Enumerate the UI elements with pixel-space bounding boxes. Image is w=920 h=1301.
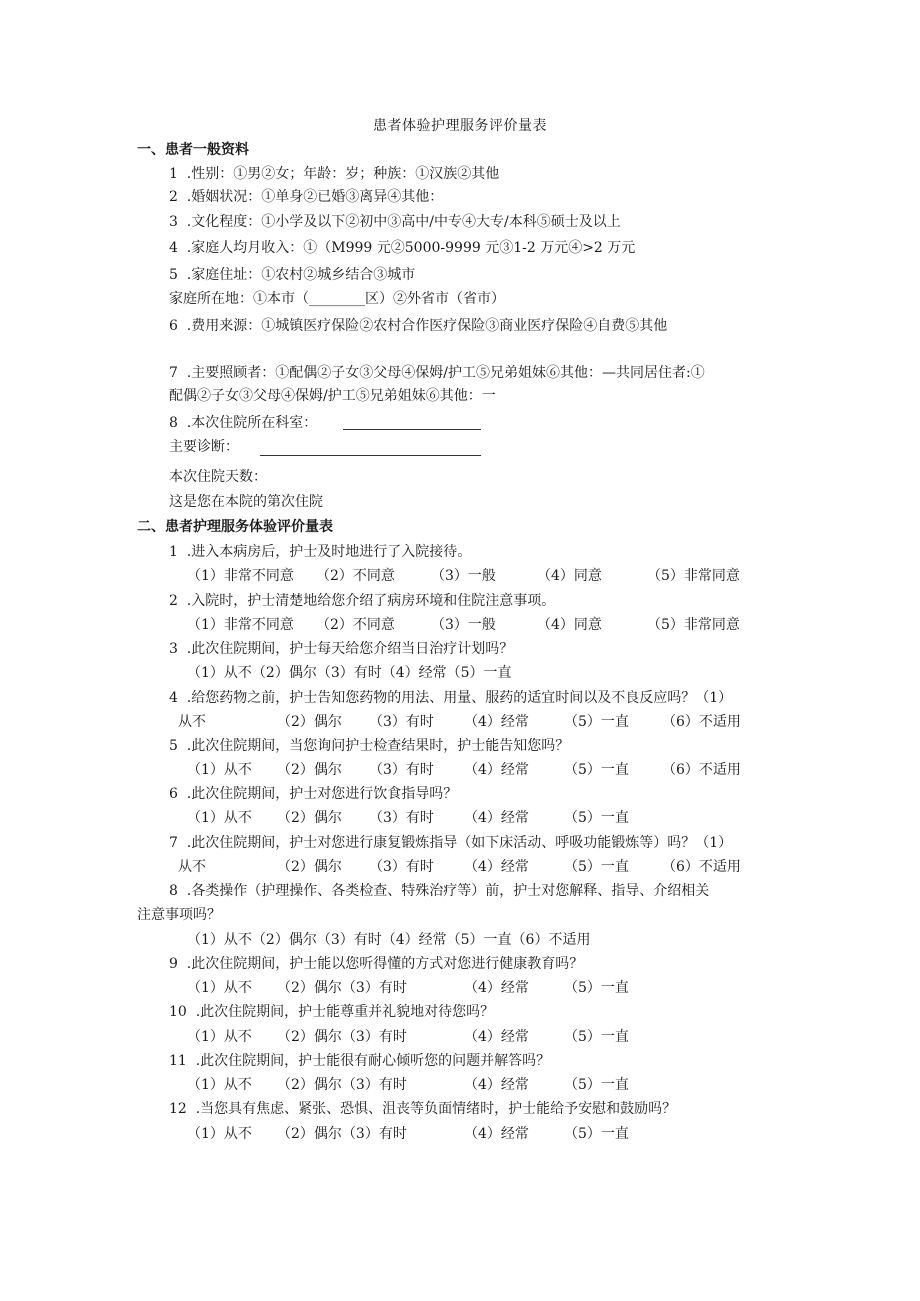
option[interactable]: （4）同意 [537,568,602,584]
option[interactable]: （1）非常不同意 [187,568,294,584]
option[interactable]: （1）从不 [187,1077,252,1093]
option[interactable]: （2）不同意 [316,568,395,584]
option[interactable]: （5）非常同意 [647,617,740,633]
option[interactable]: （5）一直 [564,1029,629,1045]
option[interactable]: （2）偶尔 [277,859,342,875]
question-3: 3 .此次住院期间，护士每天给您介绍当日治疗计划吗？ [169,641,514,657]
option[interactable]: （1）从不 [187,1126,252,1142]
option[interactable]: （1）从不 [187,762,252,778]
question-10: 10 .此次住院期间，护士能尊重并礼貌地对待您吗？ [169,1004,495,1020]
question-1: 1 .进入本病房后，护士及时地进行了入院接待。 [169,544,472,560]
option[interactable]: （1）从不 [187,1029,252,1045]
question-5: 5 .此次住院期间，当您询问护士检查结果时，护士能告知您吗？ [169,738,570,754]
option[interactable]: （3）一般 [431,617,496,633]
question-11: 11 .此次住院期间，护士能很有耐心倾听您的问题并解答吗？ [169,1053,551,1069]
item-diagnosis: 主要诊断： [169,439,239,455]
question-12: 12 .当您具有焦虑、紧张、恐惧、沮丧等负面情绪时，护士能给予安慰和鼓励吗？ [169,1101,677,1117]
question-6: 6 .此次住院期间，护士对您进行饮食指导吗？ [169,786,458,802]
option[interactable]: （2）偶尔（3）有时 [277,980,407,996]
option[interactable]: （1）从不 [187,980,252,996]
item-caregiver: 7 .主要照顾者：①配偶②子女③父母④保姆/护工⑤兄弟姐妹⑥其他：—共同居住者:① [169,365,705,381]
item-income: 4 .家庭人均月收入：①（M999 元②5000-9999 元③1-2 万元④>2 万元 [169,240,636,256]
option[interactable]: （4）经常 [464,1077,529,1093]
option[interactable]: （1）非常不同意 [187,617,294,633]
option[interactable]: （3）有时 [369,810,434,826]
option[interactable]: （2）偶尔（3）有时 [277,1029,407,1045]
option[interactable]: （3）有时 [369,714,434,730]
question-7: 7 .此次住院期间，护士对您进行康复锻炼指导（如下床活动、呼吸功能锻炼等）吗？（1） [169,835,733,851]
option[interactable]: （4）同意 [537,617,602,633]
option[interactable]: （4）经常 [464,762,529,778]
option[interactable]: （5）一直 [564,1126,629,1142]
option[interactable]: （6）不适用 [662,762,741,778]
item-address: 5 .家庭住址：①农村②城乡结合③城市 [169,267,416,283]
option[interactable]: （5）一直 [564,714,629,730]
item-stay-days: 本次住院天数： [169,469,267,485]
option[interactable]: （5）一直 [564,762,629,778]
option[interactable]: （5）非常同意 [647,568,740,584]
option[interactable]: （5）一直 [564,1077,629,1093]
option[interactable]: （6）不适用 [662,714,741,730]
option[interactable]: （5）一直 [564,810,629,826]
option[interactable]: （3）一般 [431,568,496,584]
question-8-cont: 注意事项吗？ [137,907,221,923]
option[interactable]: 从不 [178,714,206,730]
item-residence: 家庭所在地：①本市（________区）②外省市（省市） [169,291,505,307]
item-education: 3 .文化程度：①小学及以下②初中③高中/中专④大专/本科⑤硕士及以上 [169,214,621,230]
option[interactable]: 从不 [178,859,206,875]
option[interactable]: （4）经常 [464,1126,529,1142]
department-blank[interactable] [343,429,481,430]
section-heading-general: 一、患者一般资料 [137,142,249,158]
question-9: 9 .此次住院期间，护士能以您听得懂的方式对您进行健康教育吗？ [169,956,584,972]
option[interactable]: （2）不同意 [316,617,395,633]
diagnosis-blank[interactable] [260,455,481,456]
option[interactable]: （5）一直 [564,980,629,996]
option[interactable]: （4）经常 [464,980,529,996]
option[interactable]: （2）偶尔（3）有时 [277,1077,407,1093]
option[interactable]: （2）偶尔 [277,810,342,826]
option[interactable]: （4）经常 [464,859,529,875]
option[interactable]: （2）偶尔 [277,762,342,778]
option[interactable]: （6）不适用 [662,859,741,875]
option[interactable]: （2）偶尔 [277,714,342,730]
option[interactable]: （4）经常 [464,810,529,826]
option[interactable]: （1）从不 [187,810,252,826]
options-q3[interactable]: （1）从不（2）偶尔（3）有时（4）经常（5）一直 [187,665,512,681]
item-gender-age: 1 .性别：①男②女；年龄：岁；种族：①汉族②其他 [169,166,500,182]
option[interactable]: （4）经常 [464,714,529,730]
options-q12 [0,1124,920,1244]
question-8: 8 .各类操作（护理操作、各类检查、特殊治疗等）前，护士对您解释、指导、介绍相关 [169,883,710,899]
section-heading-scale: 二、患者护理服务体验评价量表 [137,519,333,535]
item-payment: 6 .费用来源：①城镇医疗保险②农村合作医疗保险③商业医疗保险④自费⑤其他 [169,318,668,334]
question-2: 2 .入院时，护士清楚地给您介绍了病房环境和住院注意事项。 [169,593,556,609]
item-caregiver-cont: 配偶②子女③父母④保姆/护工⑤兄弟姐妹⑥其他：一 [169,388,496,404]
option[interactable]: （5）一直 [564,859,629,875]
item-marital: 2 .婚姻状况：①单身②已婚③离异④其他： [169,189,444,205]
question-4: 4 .给您药物之前，护士告知您药物的用法、用量、服药的适宜时间以及不良反应吗？（1） [169,690,733,706]
options-q8[interactable]: （1）从不（2）偶尔（3）有时（4）经常（5）一直（6）不适用 [187,932,591,948]
option[interactable]: （3）有时 [369,859,434,875]
item-department: 8 .本次住院所在科室： [169,415,318,431]
option[interactable]: （2）偶尔（3）有时 [277,1126,407,1142]
item-admission-count: 这是您在本院的第次住院 [169,494,323,510]
page-title: 患者体验护理服务评价量表 [373,118,547,134]
option[interactable]: （3）有时 [369,762,434,778]
option[interactable]: （4）经常 [464,1029,529,1045]
